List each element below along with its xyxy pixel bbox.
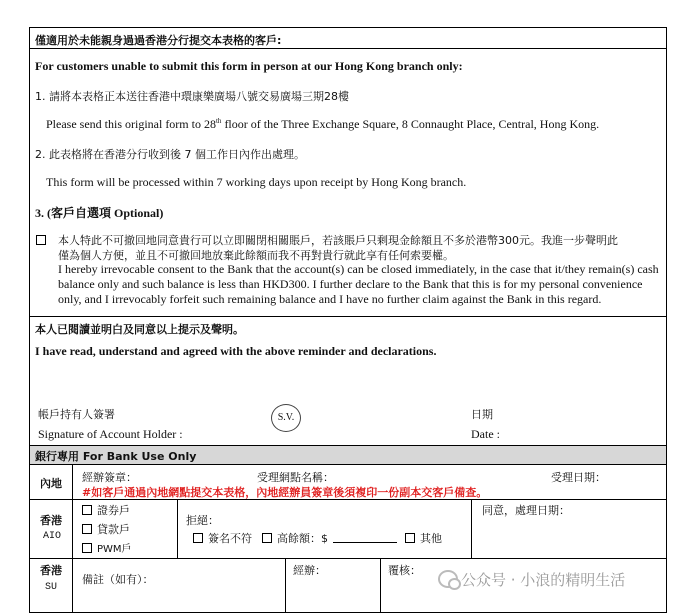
optional-heading: 3. (客戶自選項 Optional) — [35, 206, 164, 220]
mainland-label: 內地 — [40, 477, 62, 490]
mainland-outlet: 受理網點名稱： — [257, 471, 334, 484]
su-label-zh: 香港 — [40, 564, 62, 577]
high-balance-option: 高餘額：$ — [277, 532, 328, 545]
approve-date: 同意，處理日期： — [482, 504, 570, 517]
form-frame — [29, 27, 667, 613]
su-label-en: SU — [45, 582, 58, 593]
bank-use-title: 銀行專用 For Bank Use Only — [35, 450, 197, 463]
optional-checkbox[interactable] — [36, 235, 46, 245]
date-label-en[interactable]: Date : — [471, 427, 500, 441]
declaration-zh: 本人已閱讀並明白及同意以上提示及聲明。 — [35, 323, 244, 336]
high-balance-checkbox[interactable] — [262, 533, 272, 543]
optional-en-line2: balance only and such balance is less than HKD300. I further declare to the Bank that this is for my personal convenience — [58, 277, 643, 291]
mainland-handler: 經辦簽章： — [82, 471, 137, 484]
bank-use-header — [30, 445, 666, 465]
loan-checkbox[interactable] — [82, 524, 92, 534]
aio-row-divider — [30, 558, 666, 559]
declaration-en: I have read, understand and agreed with the above reminder and declarations. — [35, 344, 437, 358]
item1-zh: 1. 請將本表格正本送往香港中環康樂廣場八號交易廣場三期28樓 — [35, 90, 349, 103]
securities-checkbox[interactable] — [82, 505, 92, 515]
item2-en: This form will be processed within 7 working days upon receipt by Hong Kong branch. — [46, 175, 467, 189]
other-checkbox[interactable] — [405, 533, 415, 543]
su-col1-divider — [285, 558, 286, 612]
review-label: 覆核： — [388, 564, 421, 577]
optional-en-line3: only, and I irrevocably forfeit such remaining balance and I have no further claim against the Bank in this regard. — [58, 292, 602, 306]
optional-zh-line1: 本人特此不可撤回地同意貴行可以立即關閉相關賬戶，若該賬戶只剩現金餘額且不多於港幣300元。我進一步聲明此 — [58, 234, 618, 247]
mainland-note: #如客戶通過內地網點提交本表格，內地經辦員簽章後須複印一份副本交客戶備查。 — [82, 486, 488, 499]
signature-label-en[interactable]: Signature of Account Holder : — [38, 427, 183, 441]
signature-mismatch-checkbox[interactable] — [193, 533, 203, 543]
header-zh: 僅適用於未能親身過過香港分行提交本表格的客戶: — [35, 34, 282, 47]
high-balance-amount-line[interactable] — [333, 542, 397, 543]
mainland-date: 受理日期： — [551, 471, 606, 484]
aio-label-zh: 香港 — [40, 514, 62, 527]
wechat-icon — [438, 570, 458, 588]
pwm-checkbox[interactable] — [82, 543, 92, 553]
su-col2-divider — [380, 558, 381, 612]
optional-zh-line2: 僅為個人方便，並且不可撤回地放棄此餘額而我不再對貴行就此享有任何索要權。 — [58, 249, 454, 262]
aio-label-en: AIO — [43, 531, 62, 542]
aio-col1-divider — [177, 499, 178, 558]
date-label-zh: 日期 — [471, 408, 493, 421]
other-option: 其他 — [420, 532, 442, 545]
header-divider — [30, 48, 666, 49]
watermark-text: 公众号 · 小浪的精明生活 — [461, 571, 626, 589]
reject-label: 拒絕： — [186, 514, 219, 527]
optional-en-line1: I hereby irrevocable consent to the Bank that the account(s) can be closed immediately, in the case that it/they remain(s) cash — [58, 262, 659, 276]
su-handler-label: 經辦： — [293, 564, 326, 577]
securities-option: 證券戶 — [97, 504, 130, 517]
label-column-divider — [72, 464, 73, 612]
declaration-divider — [30, 316, 666, 317]
signature-mismatch-option: 簽名不符 — [208, 532, 252, 545]
signature-label-zh: 帳戶持有人簽署 — [38, 408, 115, 421]
item2-zh: 2. 此表格將在香港分行收到後 7 個工作日內作出處理。 — [35, 148, 305, 161]
sv-seal: S.V. — [271, 404, 301, 432]
item1-en: Please send this original form to 28th floor of the Three Exchange Square, 8 Connaught Place, Central, Hong Kong. — [46, 117, 600, 131]
header-en: For customers unable to submit this form in person at our Hong Kong branch only: — [35, 59, 463, 73]
loan-option: 貸款戶 — [97, 523, 130, 536]
aio-col2-divider — [471, 499, 472, 558]
remark-label: 備註（如有）： — [82, 573, 154, 586]
pwm-option: PWM戶 — [97, 544, 132, 555]
